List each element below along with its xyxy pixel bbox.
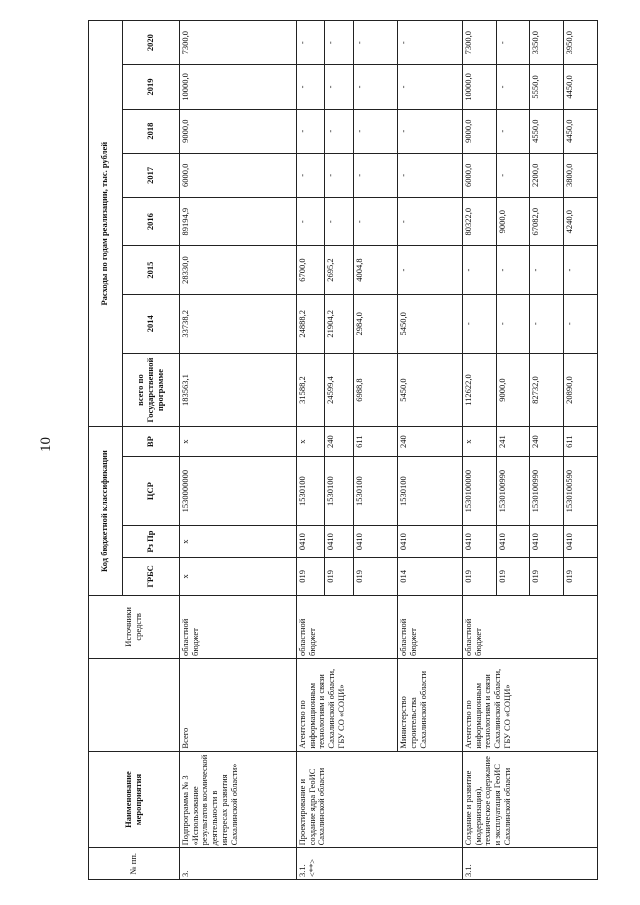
cell-value: 7300,0 [179,21,296,65]
cell-total: 24599,4 [325,353,354,427]
cell-csr: 1530100590 [564,456,598,525]
cell-value: - [398,65,463,109]
header-total: всего по Государственной программе [122,353,179,427]
cell-value: - [462,246,496,294]
cell-source: областной бюджет [398,595,463,658]
cell-grbs: 019 [496,557,530,595]
cell-value: - [496,65,530,109]
cell-rzpr: 0410 [398,526,463,558]
cell-vr: 611 [353,427,397,456]
cell-executor: Министерство строительства Сахалинской области [398,658,463,751]
cell-value: 9000,0 [179,109,296,153]
cell-total: 9000,0 [496,353,530,427]
cell-name: Подпрограмма № 3 «Использование результатов космической деятельности в интересах развития Сахалинской области» [179,751,296,848]
cell-rzpr: 0410 [564,526,598,558]
cell-value: 28330,0 [179,246,296,294]
cell-name: Проектирование и создание ядра ГеоИС Сахалинской области [296,751,462,848]
cell-source: областной бюджет [179,595,296,658]
cell-value: - [325,153,354,197]
cell-value: - [398,246,463,294]
cell-value: 4450,0 [564,109,598,153]
header-year: 2020 [122,21,179,65]
cell-value: - [296,21,325,65]
cell-value: 3950,0 [564,21,598,65]
header-grbs: ГРБС [122,557,179,595]
cell-value: 6700,0 [296,246,325,294]
cell-executor: Агентство по информационным технологиям и связи Сахалинской области, ГБУ СО «СОЦИ» [296,658,397,751]
cell-value: - [353,197,397,245]
header-year: 2016 [122,197,179,245]
cell-value: 80322,0 [462,197,496,245]
cell-vr: 240 [325,427,354,456]
cell-total: 20890,0 [564,353,598,427]
budget-table [88,20,598,880]
cell-vr: x [296,427,325,456]
header-csr: ЦСР [122,456,179,525]
cell-value: 6000,0 [462,153,496,197]
cell-value: - [496,21,530,65]
cell-value: - [296,109,325,153]
cell-value: 4550,0 [530,109,564,153]
cell-value: 3800,0 [564,153,598,197]
cell-total: 112622,0 [462,353,496,427]
cell-value: - [564,294,598,353]
cell-executor: Агентство по информационным технологиям и связи Сахалинской области, ГБУ СО «СОЦИ» [462,658,597,751]
cell-grbs: 019 [325,557,354,595]
cell-vr: x [462,427,496,456]
cell-csr: 1530100990 [530,456,564,525]
cell-value: 4240,0 [564,197,598,245]
cell-total: 6988,8 [353,353,397,427]
cell-source: областной бюджет [462,595,597,658]
cell-value: - [462,294,496,353]
cell-rzpr: 0410 [496,526,530,558]
cell-total: 31588,2 [296,353,325,427]
header-year: 2015 [122,246,179,294]
cell-value: - [296,153,325,197]
cell-value: - [496,109,530,153]
cell-value: 21904,2 [325,294,354,353]
page-number: 10 [38,437,54,452]
cell-vr: 240 [398,427,463,456]
cell-value: - [530,246,564,294]
cell-value: 67082,0 [530,197,564,245]
table-row [398,21,463,880]
header-costs: Расходы по годам реализации, тыс. рублей [89,21,123,427]
cell-value: 10000,0 [179,65,296,109]
cell-csr: 1530100990 [496,456,530,525]
cell-vr: 611 [564,427,598,456]
cell-value: - [398,109,463,153]
cell-value: 33738,2 [179,294,296,353]
cell-value: - [530,294,564,353]
cell-value: - [496,294,530,353]
header-budget-code: Код бюджетной классификации [89,427,123,595]
cell-value: 5450,0 [398,294,463,353]
cell-value: - [564,246,598,294]
header-vr: ВР [122,427,179,456]
cell-value: 9000,0 [462,109,496,153]
cell-csr: 1530100 [325,456,354,525]
cell-num: 3.1. <**> [296,848,462,880]
cell-value: - [398,153,463,197]
cell-csr: 1530100 [398,456,463,525]
cell-value: - [398,197,463,245]
cell-value: 6000,0 [179,153,296,197]
cell-value: - [353,21,397,65]
cell-value: - [325,109,354,153]
cell-value: 89194,9 [179,197,296,245]
rotated-table-container [88,20,598,880]
cell-value: - [325,65,354,109]
cell-value: - [296,65,325,109]
header-year: 2014 [122,294,179,353]
cell-value: 9000,0 [496,197,530,245]
cell-value: - [296,197,325,245]
cell-value: - [325,21,354,65]
cell-total: 82732,0 [530,353,564,427]
cell-value: 3350,0 [530,21,564,65]
cell-value: 7300,0 [462,21,496,65]
cell-executor: Всего [179,658,296,751]
cell-value: - [325,197,354,245]
cell-value: 4004,8 [353,246,397,294]
cell-value: - [398,21,463,65]
header-num: № пп. [89,848,180,880]
cell-value: - [353,65,397,109]
cell-grbs: 014 [398,557,463,595]
cell-csr: 1530100000 [462,456,496,525]
cell-value: 24888,2 [296,294,325,353]
cell-value: 4450,0 [564,65,598,109]
table-row [462,21,496,880]
cell-rzpr: 0410 [325,526,354,558]
header-year: 2017 [122,153,179,197]
cell-vr: 241 [496,427,530,456]
header-source: Источники средств [89,595,180,658]
cell-csr: 1530100 [353,456,397,525]
cell-csr: 1530100 [296,456,325,525]
cell-rzpr: 0410 [353,526,397,558]
header-name: Наименование мероприятия [89,751,180,848]
cell-value: - [496,246,530,294]
table-row [179,21,296,880]
cell-total: 5450,0 [398,353,463,427]
cell-vr: 240 [530,427,564,456]
cell-value: 2984,0 [353,294,397,353]
table-row [296,21,325,880]
cell-value: 10000,0 [462,65,496,109]
cell-name: Создание и развитие (модернизация), техническое содержание и эксплуатация ГеоИС Сахалинской области [462,751,597,848]
header-rzpr: Рз Пр [122,526,179,558]
cell-rzpr: 0410 [296,526,325,558]
cell-grbs: 019 [530,557,564,595]
cell-rzpr: x [179,526,296,558]
cell-rzpr: 0410 [462,526,496,558]
header-year: 2018 [122,109,179,153]
cell-num: 3. [179,848,296,880]
cell-value: - [353,153,397,197]
cell-vr: x [179,427,296,456]
cell-rzpr: 0410 [530,526,564,558]
header-year: 2019 [122,65,179,109]
cell-grbs: x [179,557,296,595]
cell-grbs: 019 [296,557,325,595]
cell-value: 5550,0 [530,65,564,109]
cell-value: - [353,109,397,153]
cell-value: 2695,2 [325,246,354,294]
cell-csr: 1530000000 [179,456,296,525]
header-executor [89,658,180,751]
cell-source: областной бюджет [296,595,397,658]
cell-total: 183563,1 [179,353,296,427]
cell-grbs: 019 [353,557,397,595]
cell-grbs: 019 [462,557,496,595]
cell-value: - [496,153,530,197]
cell-grbs: 019 [564,557,598,595]
cell-num: 3.1. [462,848,597,880]
cell-value: 2200,0 [530,153,564,197]
